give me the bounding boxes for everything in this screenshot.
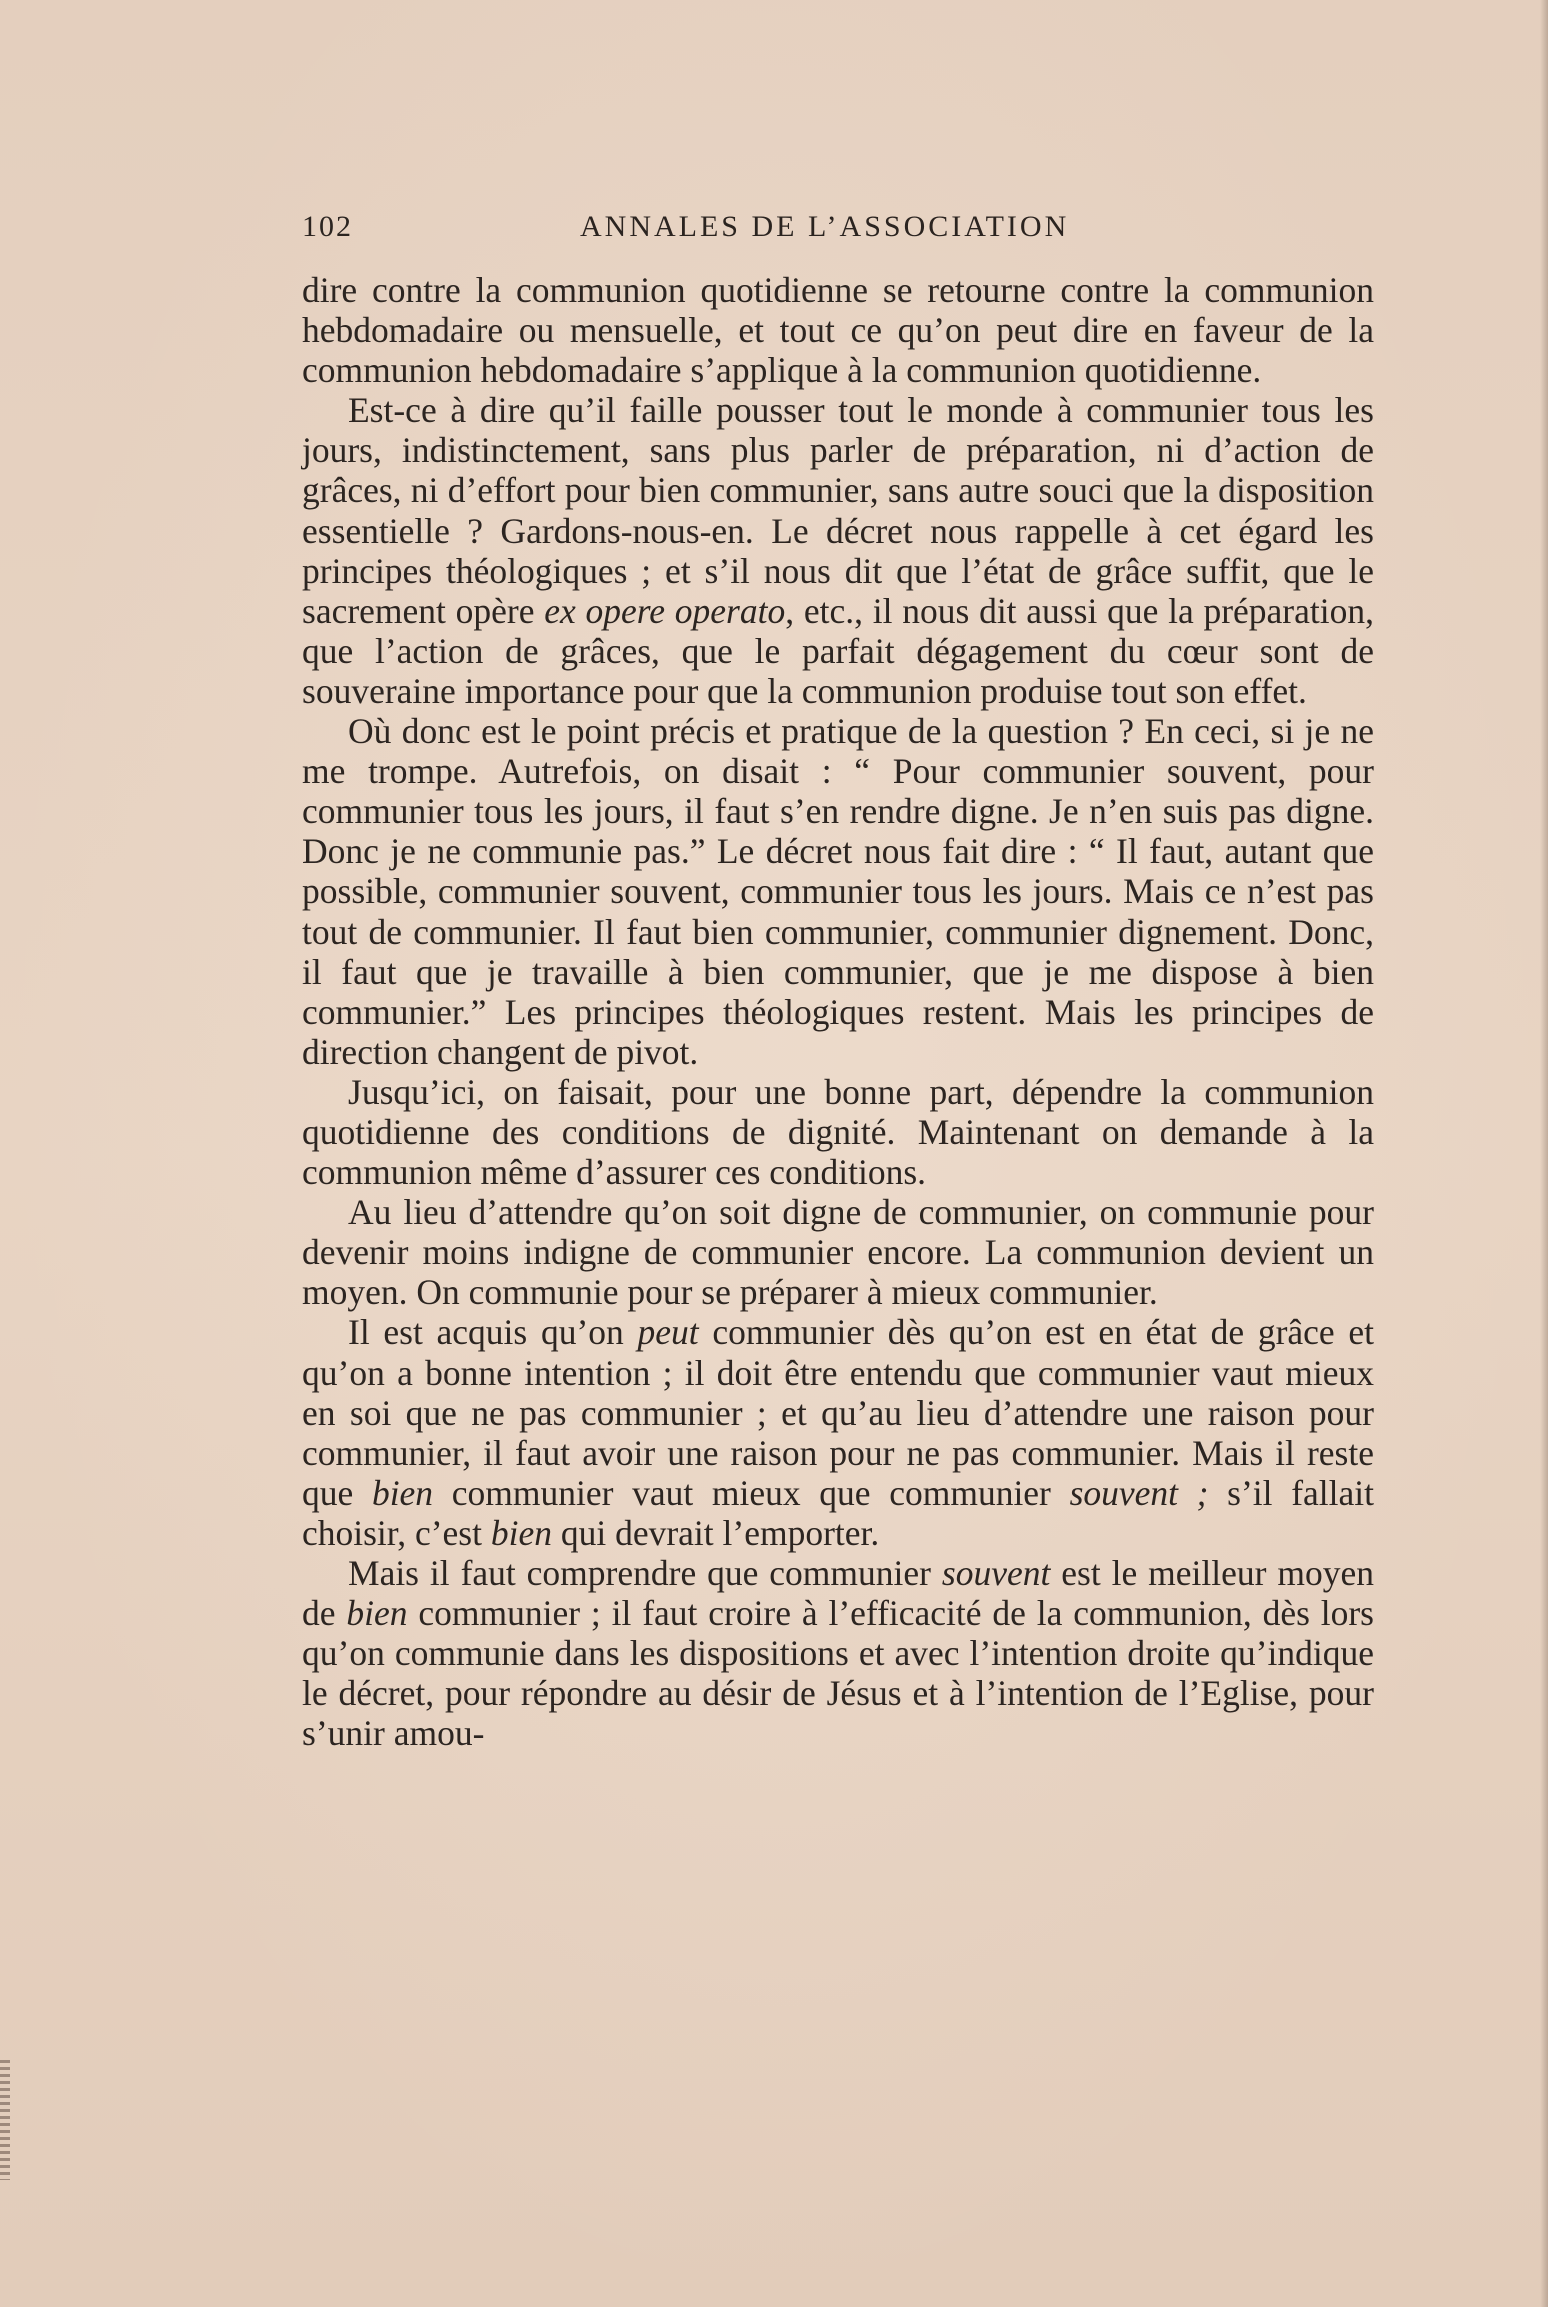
paragraph-6: Il est acquis qu’on peut communier dès qu’on est en état de grâce et qu’on a bonne intention ; il doit être entendu que communier vaut mieux en soi que ne pas communier ; et qu’au lieu d’attendre une raison pour communier, il faut avoir une raison pour ne pas communier. Mais il reste que bien communier vaut mieux que communier souvent ; s’il fallait choisir, c’est bien qui devrait l’emporter. bbox=[302, 1312, 1374, 1553]
italic-word: peut bbox=[637, 1312, 699, 1353]
italic-word: souvent bbox=[941, 1553, 1051, 1593]
paragraph-1: dire contre la communion quotidienne se retourne contre la communion hebdomadaire ou mensuelle, et tout ce qu’on peut dire en faveur de la communion hebdomadaire s’applique à la communion quotidienne. bbox=[302, 270, 1374, 391]
italic-word: bien bbox=[371, 1472, 434, 1513]
page-edge-shadow bbox=[1540, 0, 1548, 2307]
paragraph-4: Jusqu’ici, on faisait, pour une bonne part, dépendre la communion quotidienne des conditions de dignité. Maintenant on demande à la communion même d’assurer ces conditions. bbox=[302, 1071, 1374, 1193]
paragraph-2: Est-ce à dire qu’il faille pousser tout le monde à communier tous les jours, indistinctement, sans plus parler de préparation, ni d’action de grâces, ni d’effort pour bien communier, sans autre souci que la disposition essentielle ? Gardons-nous-en. Le décret nous rappelle à cet égard les principes théologiques ; et s’il nous dit que l’état de grâce suffit, que le sacrement opère ex opere operato, etc., il nous dit aussi que la préparation, que l’action de grâces, que le parfait dégagement du cœur sont de souveraine importance pour que la communion produise tout son effet. bbox=[302, 390, 1374, 711]
running-header bbox=[302, 210, 1392, 254]
page-number: 102 bbox=[302, 210, 353, 243]
italic-word: bien bbox=[490, 1512, 552, 1553]
paragraph-7: Mais il faut comprendre que communier souvent est le meilleur moyen de bien communier ; il faut croire à l’efficacité de la communion, dès lors qu’on communie dans les dispositions et avec l’intention droite qu’indique le décret, pour répondre au désir de Jésus et à l’intention de l’Eglise, pour s’unir amou- bbox=[302, 1553, 1375, 1754]
binding-mark bbox=[0, 2060, 10, 2180]
paragraph-5: Au lieu d’attendre qu’on soit digne de communier, on communie pour devenir moins indigne de communier encore. La communion devient un moyen. On communie pour se préparer à mieux communier. bbox=[302, 1192, 1374, 1313]
italic-word: bien bbox=[346, 1593, 408, 1634]
paragraph-3: Où donc est le point précis et pratique de la question ? En ceci, si je ne me trompe. Autrefois, on disait : “ Pour communier souvent, pour communier tous les jours, il faut s’en rendre digne. Je n’en suis pas digne. Donc je ne communie pas.” Le décret nous fait dire : “ Il faut, autant que possible, communier souvent, communier tous les jours. Mais ce n’est pas tout de communier. Il faut bien communier, communier dignement. Donc, il faut que je travaille à bien communier, que je me dispose à bien communier.” Les principes théologiques restent. Mais les principes de direction changent de pivot. bbox=[302, 711, 1374, 1072]
italic-word: souvent ; bbox=[1069, 1472, 1209, 1513]
running-title: ANNALES DE L’ASSOCIATION bbox=[580, 210, 1070, 243]
italic-phrase: ex opere operato bbox=[544, 590, 786, 631]
body-text bbox=[302, 270, 1374, 1753]
